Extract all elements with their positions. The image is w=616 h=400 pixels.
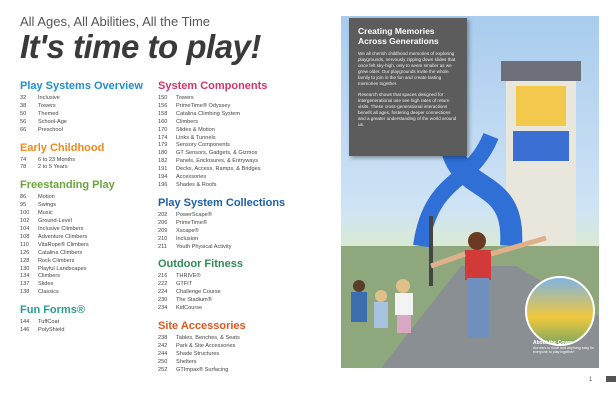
toc-entry[interactable] (158, 142, 338, 150)
toc-entry[interactable] (20, 319, 150, 327)
entry-label: KidCourse (176, 305, 203, 312)
page-tab-marker (606, 376, 616, 382)
entry-label: VitaRope® Climbers (38, 241, 89, 248)
toc-entry[interactable] (20, 281, 150, 289)
page-number: 202 (158, 211, 168, 218)
toc-entry[interactable] (158, 236, 338, 244)
page-number: 156 (158, 102, 168, 109)
entry-label: GTImpax® Surfacing (176, 366, 229, 373)
entry-label: Shades & Roofs (176, 181, 217, 188)
entry-label: Rock Climbers (38, 257, 75, 264)
entry-label: Slides (38, 281, 54, 288)
entry-label: Links & Tunnels (176, 134, 216, 141)
page-number: 210 (158, 235, 168, 242)
toc-entry[interactable] (20, 127, 150, 135)
entry-label: Inclusion (176, 235, 199, 242)
page-number: 252 (158, 366, 168, 373)
page-number: 211 (158, 243, 167, 250)
section-title-play-system-collections[interactable]: Play System Collections (158, 196, 286, 209)
entry-label: TuffCoat (38, 319, 60, 326)
entry-label: Catalina Climbing System (176, 110, 241, 117)
entry-label: Challenge Course (176, 289, 221, 296)
callout-paragraph: Research shows that spaces designed for intergenerational use see high rates of return visits. These cross-generational interactions benefit all ages, fostering deeper connections and a greater understanding of the world around us. (358, 92, 457, 127)
page-number: 222 (158, 281, 168, 288)
page-number: 110 (20, 241, 29, 248)
toc-entry[interactable] (158, 119, 338, 127)
page-number: 206 (158, 219, 168, 226)
section-title-fun-forms[interactable]: Fun Forms® (20, 304, 85, 317)
page-number-footer: 1 (589, 377, 593, 383)
toc-entry[interactable] (20, 119, 150, 127)
page-number: 126 (20, 249, 30, 256)
toc-section (158, 197, 338, 252)
toc-entry[interactable] (20, 266, 150, 274)
toc-entry[interactable] (20, 226, 150, 234)
callout-title (358, 26, 458, 46)
section-title-early-childhood[interactable]: Early Childhood (20, 141, 105, 154)
entry-label: Shelters (176, 358, 197, 365)
entry-label: Towers (176, 95, 194, 101)
page-number: 95 (20, 202, 27, 209)
toc-entry[interactable] (158, 351, 338, 359)
entry-label: PrimeTime® (176, 219, 207, 226)
toc-left-column (20, 80, 150, 342)
toc-entry[interactable] (20, 95, 150, 103)
page-number: 102 (20, 218, 30, 225)
toc-entry[interactable] (20, 289, 150, 297)
toc-entry[interactable] (20, 210, 150, 218)
callout-title-line: Creating Memories (358, 26, 435, 36)
toc-section (158, 320, 338, 375)
toc-entry[interactable] (158, 174, 338, 182)
entry-label: THRIVE® (176, 273, 201, 280)
page-number: 194 (158, 174, 168, 181)
entry-label: Music (38, 210, 53, 217)
page-number: 100 (20, 210, 30, 217)
toc-entry[interactable] (158, 166, 338, 174)
entry-label: Classics (38, 289, 59, 296)
toc-entry[interactable] (20, 258, 150, 266)
toc-section (20, 179, 150, 297)
toc-section (158, 80, 338, 190)
page-number: 86 (20, 194, 27, 201)
page-number: 130 (20, 265, 30, 272)
page-number: 56 (20, 118, 27, 125)
toc-entry[interactable] (20, 202, 150, 210)
toc-entry[interactable] (20, 157, 150, 165)
page-number: 182 (158, 158, 168, 165)
toc-entry[interactable] (158, 212, 338, 220)
entry-label: PrimeTime® Odyssey (176, 102, 231, 109)
entry-label: Climbers (176, 118, 199, 125)
page-number: 50 (20, 110, 27, 117)
page-number: 209 (158, 227, 168, 234)
entry-label: Preschool (38, 126, 63, 133)
entry-label: The Stadium® (176, 297, 212, 304)
tagline: All Ages, All Abilities, All the Time (20, 14, 211, 29)
toc-entry[interactable] (158, 220, 338, 228)
entry-label: Inclusive (38, 95, 60, 101)
entry-label: Ground-Level (38, 218, 72, 225)
toc-entry[interactable] (158, 281, 338, 289)
page-number: 78 (20, 164, 27, 171)
page-number: 160 (158, 118, 168, 125)
section-title-outdoor-fitness[interactable]: Outdoor Fitness (158, 258, 243, 271)
entry-label: Park & Site Accessories (176, 342, 236, 349)
page-number: 150 (158, 95, 168, 101)
page-number: 128 (20, 257, 30, 264)
page-number: 216 (158, 273, 168, 280)
section-title-play-systems-overview[interactable]: Play Systems Overview (20, 80, 143, 92)
toc-entry[interactable] (20, 164, 150, 172)
toc-section (158, 258, 338, 313)
page-number: 191 (158, 166, 168, 173)
page-number: 74 (20, 156, 27, 163)
toc-entry[interactable] (158, 297, 338, 305)
toc-entry[interactable] (158, 273, 338, 281)
toc-entry[interactable] (20, 273, 150, 281)
page-number: 230 (158, 297, 168, 304)
toc-entry[interactable] (20, 194, 150, 202)
entry-label: Tables, Benches, & Seats (176, 334, 240, 341)
page-number: 158 (158, 110, 168, 117)
toc-section (20, 80, 150, 135)
page-number: 32 (20, 95, 27, 101)
cover-caption-text: Aurora's is more and anything easy for everyone to play together! (533, 346, 595, 355)
toc-entry[interactable] (158, 244, 338, 252)
toc-entry[interactable] (20, 250, 150, 258)
page-number: 108 (20, 233, 30, 240)
entry-label: Slides & Motion (176, 126, 215, 133)
entry-label: GT Sensors, Gadgets, & Gizmos (176, 150, 258, 157)
cover-caption (533, 340, 595, 355)
page-number: 104 (20, 225, 30, 232)
section-title-site-accessories[interactable]: Site Accessories (158, 319, 246, 332)
entry-label: Inclusive Climbers (38, 225, 84, 232)
entry-label: GTFIT (176, 281, 193, 288)
page-number: 250 (158, 358, 168, 365)
memories-callout (349, 18, 467, 156)
entry-label: Shade Structures (176, 350, 220, 357)
toc-entry[interactable] (20, 234, 150, 242)
section-title-system-components[interactable]: System Components (158, 80, 268, 92)
page-number: 238 (158, 334, 168, 341)
entry-label: School-Age (38, 118, 67, 125)
toc-entry[interactable] (158, 359, 338, 367)
toc-entry[interactable] (158, 150, 338, 158)
toc-entry[interactable] (158, 111, 338, 119)
page-number: 146 (20, 327, 30, 334)
entry-label: Swings (38, 202, 57, 209)
toc-entry[interactable] (158, 228, 338, 236)
page-number: 179 (158, 142, 168, 149)
entry-label: Decks, Access, Ramps, & Bridges (176, 166, 261, 173)
toc-section (20, 142, 150, 173)
toc-entry[interactable] (20, 103, 150, 111)
page-number: 242 (158, 342, 168, 349)
entry-label: Youth Physical Activity (176, 243, 232, 250)
toc-entry[interactable] (158, 182, 338, 190)
section-title-freestanding-play[interactable]: Freestanding Play (20, 179, 115, 192)
entry-label: PowerScape® (176, 211, 212, 218)
cover-inset-photo (525, 276, 595, 346)
page-number: 134 (20, 273, 30, 280)
toc-entry[interactable] (158, 135, 338, 143)
entry-label: PolyShield (38, 327, 65, 334)
headline: It's time to play! (20, 28, 261, 65)
toc-entry[interactable] (158, 95, 338, 103)
toc-entry[interactable] (20, 111, 150, 119)
page-number: 144 (20, 319, 30, 326)
page-number: 224 (158, 289, 168, 296)
entry-label: 2 to 5 Years (38, 164, 68, 171)
page-number: 234 (158, 305, 168, 312)
toc-entry[interactable] (158, 367, 338, 375)
toc-entry[interactable] (158, 335, 338, 343)
page-number: 170 (158, 126, 168, 133)
page-number: 196 (158, 181, 168, 188)
entry-label: Sensory Components (176, 142, 230, 149)
page-number: 137 (20, 281, 30, 288)
entry-label: Climbers (38, 273, 61, 280)
entry-label: Xscape® (176, 227, 199, 234)
toc-section (20, 304, 150, 335)
page-number: 38 (20, 102, 27, 109)
page-number: 66 (20, 126, 27, 133)
page-number: 180 (158, 150, 168, 157)
page-number: 138 (20, 289, 30, 296)
toc-entry[interactable] (20, 218, 150, 226)
entry-label: Themed (38, 110, 59, 117)
toc-entry[interactable] (20, 327, 150, 335)
page-number: 174 (158, 134, 168, 141)
toc-entry[interactable] (158, 305, 338, 313)
entry-label: Panels, Enclosures, & Entryways (176, 158, 259, 165)
callout-paragraph: We all cherish childhood memories of exploring playgrounds, nervously zipping down slides that once felt sky-high, only to seem smaller as we grew older. Our playgrounds invite the whole family to join in the fun and create lasting memories together. (358, 51, 456, 86)
toc-entry[interactable] (158, 289, 338, 297)
toc-entry[interactable] (158, 103, 338, 111)
toc-mid-column (158, 80, 338, 381)
entry-label: Accessories (176, 174, 207, 181)
entry-label: Catalina Climbers (38, 249, 83, 256)
entry-label: 6 to 23 Months (38, 156, 76, 163)
toc-entry[interactable] (158, 127, 338, 135)
toc-entry[interactable] (158, 343, 338, 351)
page-number: 244 (158, 350, 168, 357)
toc-entry[interactable] (20, 242, 150, 250)
callout-title-line: Across Generations (358, 36, 439, 46)
cover-caption-heading: About the Cover (533, 340, 572, 346)
entry-label: Adventure Climbers (38, 233, 88, 240)
entry-label: Motion (38, 194, 55, 201)
entry-label: Playful Landscapes (38, 265, 87, 272)
toc-entry[interactable] (158, 158, 338, 166)
entry-label: Towers (38, 102, 56, 109)
